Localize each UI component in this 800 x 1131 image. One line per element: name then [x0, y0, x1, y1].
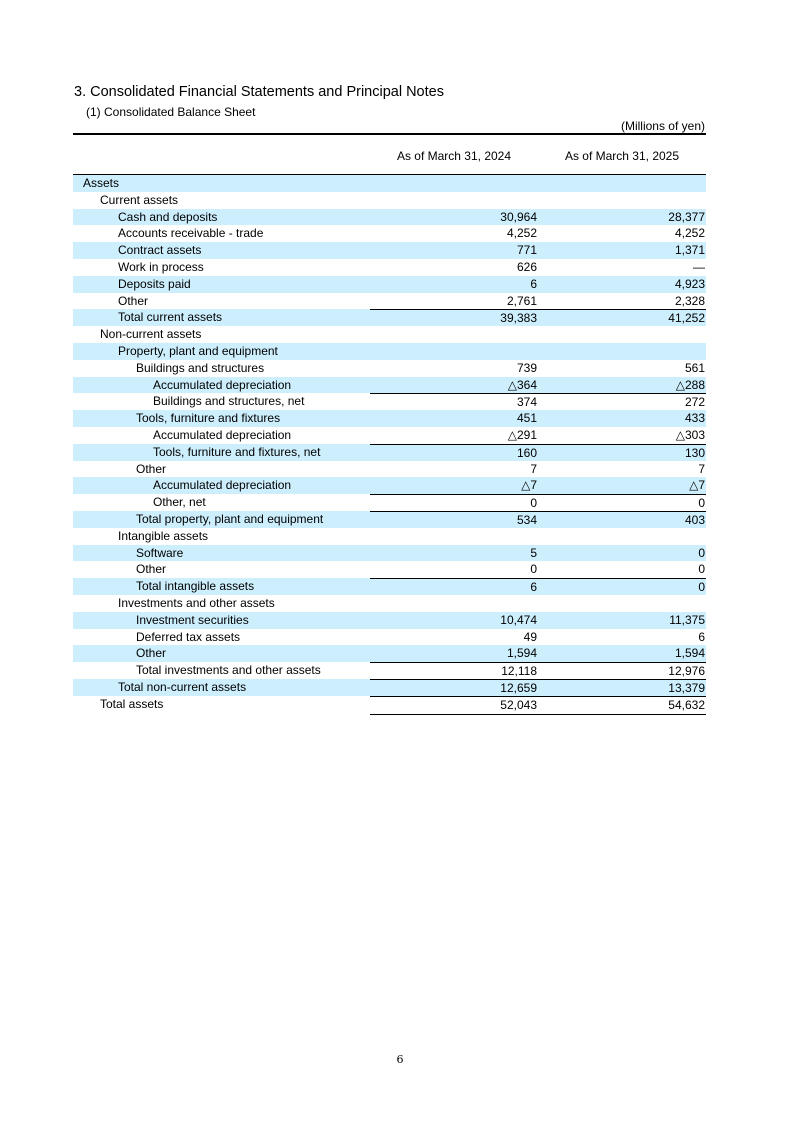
value-2025: 12,976 [538, 662, 706, 680]
row-label: Property, plant and equipment [118, 343, 278, 358]
value-2024: 0 [530, 562, 537, 577]
value-2024: 39,383 [370, 309, 538, 327]
section-title: 3. Consolidated Financial Statements and Principal Notes [74, 84, 444, 100]
table-row [73, 326, 706, 343]
row-label: Deposits paid [118, 276, 191, 291]
row-label: Buildings and structures [136, 360, 265, 375]
row-label: Tools, furniture and fixtures, net [153, 444, 321, 459]
value-2024: 626 [516, 259, 537, 274]
value-2024: 5 [530, 545, 537, 560]
row-label: Contract assets [118, 243, 202, 258]
value-2024: 52,043 [370, 696, 538, 715]
table-row [73, 360, 706, 377]
value-2025: 13,379 [538, 679, 706, 697]
table-row [73, 578, 706, 595]
table-row [73, 629, 706, 646]
row-label: Other [136, 646, 167, 661]
table-row [73, 259, 706, 276]
row-label: Software [136, 545, 184, 560]
value-2024: △291 [507, 427, 537, 442]
row-label: Investment securities [136, 612, 249, 627]
table-row [73, 494, 706, 511]
table-row [73, 293, 706, 310]
value-2025: 54,632 [538, 696, 706, 715]
value-2024: 374 [370, 393, 538, 411]
value-2024: 0 [370, 494, 538, 512]
table-row [73, 427, 706, 444]
value-2025: 0 [698, 562, 705, 577]
table-row [73, 192, 706, 209]
value-2024: 30,964 [500, 209, 537, 224]
value-2025: 7 [698, 461, 705, 476]
row-label: Non-current assets [100, 327, 202, 342]
column-header-2024: As of March 31, 2024 [396, 149, 512, 163]
value-2025: 0 [538, 578, 706, 596]
page-number: 6 [396, 1053, 404, 1066]
table-row [73, 461, 706, 478]
table-row [73, 477, 706, 494]
table-row [73, 175, 706, 192]
value-2025: △288 [675, 377, 705, 392]
units-note: (Millions of yen) [620, 119, 705, 133]
value-2024: 771 [516, 243, 537, 258]
row-label: Total non-current assets [118, 679, 247, 694]
row-label: Other, net [153, 495, 206, 510]
table-row [73, 528, 706, 545]
table-row [73, 612, 706, 629]
value-2025: 403 [538, 511, 706, 529]
table-row [73, 276, 706, 293]
value-2024: △7 [521, 478, 537, 493]
table-row [73, 410, 706, 427]
value-2025: 0 [538, 494, 706, 512]
value-2025: 0 [698, 545, 705, 560]
row-label: Total investments and other assets [136, 663, 321, 678]
row-label: Buildings and structures, net [153, 394, 305, 409]
table-row [73, 225, 706, 242]
table-row [73, 444, 706, 461]
value-2025: 2,328 [674, 293, 705, 308]
value-2024: 451 [516, 411, 537, 426]
table-row [73, 511, 706, 528]
subtitle: (1) Consolidated Balance Sheet [86, 105, 256, 119]
column-header-2025: As of March 31, 2025 [564, 149, 680, 163]
value-2025: 561 [684, 360, 705, 375]
row-label: Current assets [100, 192, 179, 207]
value-2024: 7 [530, 461, 537, 476]
table-row [73, 242, 706, 259]
row-label: Investments and other assets [118, 595, 275, 610]
value-2025: 4,252 [674, 226, 705, 241]
value-2025: 6 [698, 629, 705, 644]
row-label: Accumulated depreciation [153, 478, 292, 493]
value-2024: 10,474 [500, 612, 537, 627]
value-2024: 12,659 [370, 679, 538, 697]
table-row [73, 696, 706, 713]
row-label: Total intangible assets [136, 579, 255, 594]
row-label: Total assets [100, 696, 164, 711]
value-2024: 6 [370, 578, 538, 596]
value-2024: 160 [370, 444, 538, 462]
value-2025: 433 [684, 411, 705, 426]
table-row [73, 645, 706, 662]
value-2025: 1,594 [674, 646, 705, 661]
value-2024: 2,761 [506, 293, 537, 308]
table-row [73, 393, 706, 410]
row-label: Intangible assets [118, 528, 209, 543]
row-label: Other [136, 461, 167, 476]
value-2025: 130 [538, 444, 706, 462]
value-2025: 1,371 [674, 243, 705, 258]
row-label: Assets [83, 176, 120, 190]
value-2024: △364 [507, 377, 537, 392]
table-row [73, 561, 706, 578]
table-row [73, 679, 706, 696]
row-label: Tools, furniture and fixtures [136, 411, 281, 426]
value-2024: 739 [516, 360, 537, 375]
balance-sheet-table [73, 174, 706, 713]
table-row [73, 545, 706, 562]
row-label: Total property, plant and equipment [136, 511, 324, 526]
row-label: Other [118, 293, 149, 308]
table-row [73, 595, 706, 612]
row-label: Accumulated depreciation [153, 427, 292, 442]
table-row [73, 662, 706, 679]
row-label: Total current assets [118, 310, 223, 325]
table-row [73, 343, 706, 360]
row-label: Cash and deposits [118, 209, 218, 224]
value-2025: 28,377 [668, 209, 705, 224]
row-label: Work in process [118, 259, 204, 274]
table-row [73, 209, 706, 226]
value-2025: 272 [538, 393, 706, 411]
value-2025: 41,252 [538, 309, 706, 327]
table-row [73, 377, 706, 394]
value-2025: 4,923 [674, 276, 705, 291]
value-2024: 534 [370, 511, 538, 529]
row-label: Other [136, 562, 167, 577]
value-2025: △7 [689, 478, 705, 493]
value-2025: — [693, 259, 705, 274]
value-2024: 1,594 [506, 646, 537, 661]
value-2025: 11,375 [669, 612, 705, 627]
table-row [73, 309, 706, 326]
row-label: Accumulated depreciation [153, 377, 292, 392]
header-rule [73, 133, 706, 135]
value-2024: 49 [523, 629, 537, 644]
value-2025: △303 [675, 427, 705, 442]
row-label: Deferred tax assets [136, 629, 241, 644]
row-label: Accounts receivable - trade [118, 226, 264, 241]
value-2024: 6 [530, 276, 537, 291]
value-2024: 4,252 [506, 226, 537, 241]
value-2024: 12,118 [370, 662, 538, 680]
